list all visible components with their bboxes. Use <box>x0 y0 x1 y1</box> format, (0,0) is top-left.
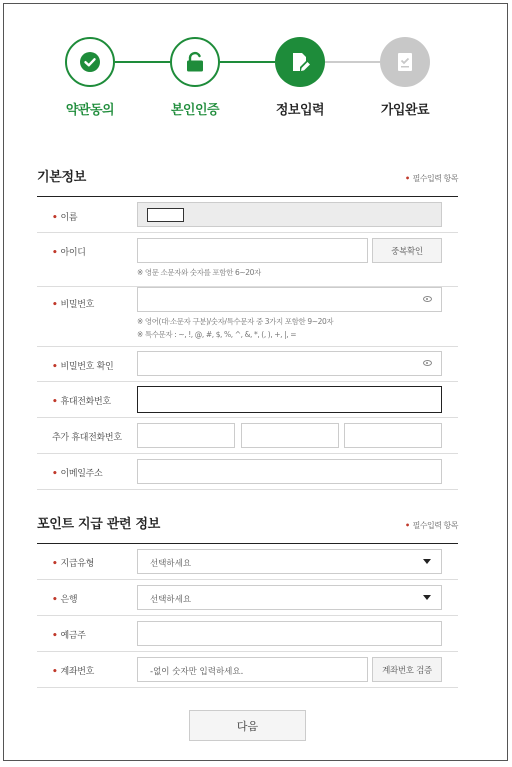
account-label: • 계좌번호 <box>52 667 95 677</box>
name-row <box>37 197 458 233</box>
holder-input[interactable] <box>137 621 442 646</box>
check-icon <box>79 51 101 73</box>
point-required-note-text: 필수입력 항목 <box>412 521 458 530</box>
password-hint-2: ※ 특수문자 : ~, !, @, #, $, %, ^, &, *, (, ), +, |, = <box>137 330 297 339</box>
email-label-text: 이메일주소 <box>60 469 103 479</box>
step-terms-label: 약관동의 <box>65 103 115 118</box>
bank-value: 선택하세요 <box>150 595 192 605</box>
step-complete-circle <box>380 37 430 87</box>
id-label: • 아이디 <box>52 248 86 258</box>
next-button[interactable]: 다음 <box>189 710 306 741</box>
bank-label: • 은행 <box>52 595 78 605</box>
mobile-row <box>37 382 458 418</box>
extra-mobile-input-2[interactable] <box>241 423 339 448</box>
account-input[interactable] <box>137 657 368 682</box>
mobile-input[interactable] <box>137 386 442 413</box>
password-hint-1: ※ 영어(대·소문자 구분)/숫자/특수문자 중 3가지 포함한 9~20자 <box>137 317 334 326</box>
show-password-confirm-icon[interactable] <box>423 360 432 366</box>
step-complete <box>360 37 450 118</box>
document-check-icon <box>394 51 416 73</box>
basic-info-title: 기본정보 <box>37 170 87 185</box>
point-info-header <box>37 505 458 544</box>
basic-required-note: • 필수입력 항목 <box>404 174 458 183</box>
email-label: • 이메일주소 <box>52 469 103 479</box>
holder-row <box>37 616 458 652</box>
basic-required-note-text: 필수입력 항목 <box>412 174 458 183</box>
account-label-text: 계좌번호 <box>60 667 95 677</box>
chevron-down-icon <box>423 595 431 600</box>
holder-label-text: 예금주 <box>60 631 86 641</box>
name-field <box>137 202 442 227</box>
password-confirm-label: • 비밀번호 확인 <box>52 362 114 372</box>
mobile-label: • 휴대전화번호 <box>52 397 111 407</box>
password-input[interactable] <box>137 287 442 312</box>
step-info-input-circle <box>275 37 325 87</box>
password-label-text: 비밀번호 <box>60 300 95 310</box>
step-verification <box>150 37 240 118</box>
signup-stepper <box>0 0 512 140</box>
bank-label-text: 은행 <box>60 595 78 605</box>
edit-document-icon <box>288 50 312 74</box>
step-complete-label: 가입완료 <box>380 103 430 118</box>
id-hint: ※ 영문 소문자와 숫자를 포함한 6~20자 <box>137 268 261 277</box>
step-verification-circle <box>170 37 220 87</box>
account-placeholder: -없이 숫자만 입력하세요. <box>150 667 244 677</box>
password-confirm-label-text: 비밀번호 확인 <box>60 362 114 372</box>
payment-type-label: • 지급유형 <box>52 559 95 569</box>
payment-type-row <box>37 544 458 580</box>
account-row <box>37 652 458 688</box>
email-input[interactable] <box>137 459 442 484</box>
extra-mobile-label: 추가 휴대전화번호 <box>52 433 122 443</box>
password-confirm-row <box>37 347 458 382</box>
extra-mobile-row <box>37 418 458 454</box>
basic-info-header <box>37 160 458 197</box>
show-password-icon[interactable] <box>423 296 432 302</box>
name-label: • 이름 <box>52 213 78 223</box>
step-terms-circle <box>65 37 115 87</box>
name-label-text: 이름 <box>60 213 78 223</box>
id-duplicate-check-button[interactable]: 중복확인 <box>372 238 442 263</box>
password-row <box>37 287 458 347</box>
extra-mobile-input-3[interactable] <box>344 423 442 448</box>
email-row <box>37 454 458 490</box>
mobile-label-text: 휴대전화번호 <box>60 397 111 407</box>
password-label: • 비밀번호 <box>52 300 95 310</box>
unlock-icon <box>185 51 205 73</box>
payment-type-value: 선택하세요 <box>150 559 192 569</box>
point-info-title: 포인트 지급 관련 정보 <box>37 517 160 532</box>
point-required-note: • 필수입력 항목 <box>404 521 458 530</box>
account-verify-button[interactable]: 계좌번호 검증 <box>372 657 442 682</box>
id-input[interactable] <box>137 238 368 263</box>
payment-type-label-text: 지급유형 <box>60 559 95 569</box>
step-verification-label: 본인인증 <box>170 103 220 118</box>
extra-mobile-input-1[interactable] <box>137 423 235 448</box>
holder-label: • 예금주 <box>52 631 86 641</box>
bank-row <box>37 580 458 616</box>
step-info-input-label: 정보입력 <box>275 103 325 118</box>
id-row <box>37 233 458 287</box>
step-info-input <box>255 37 345 118</box>
name-value-box <box>147 208 184 222</box>
id-label-text: 아이디 <box>60 248 86 258</box>
step-terms <box>45 37 135 118</box>
payment-type-select[interactable] <box>137 549 442 574</box>
chevron-down-icon <box>423 559 431 564</box>
password-confirm-input[interactable] <box>137 351 442 376</box>
bank-select[interactable] <box>137 585 442 610</box>
